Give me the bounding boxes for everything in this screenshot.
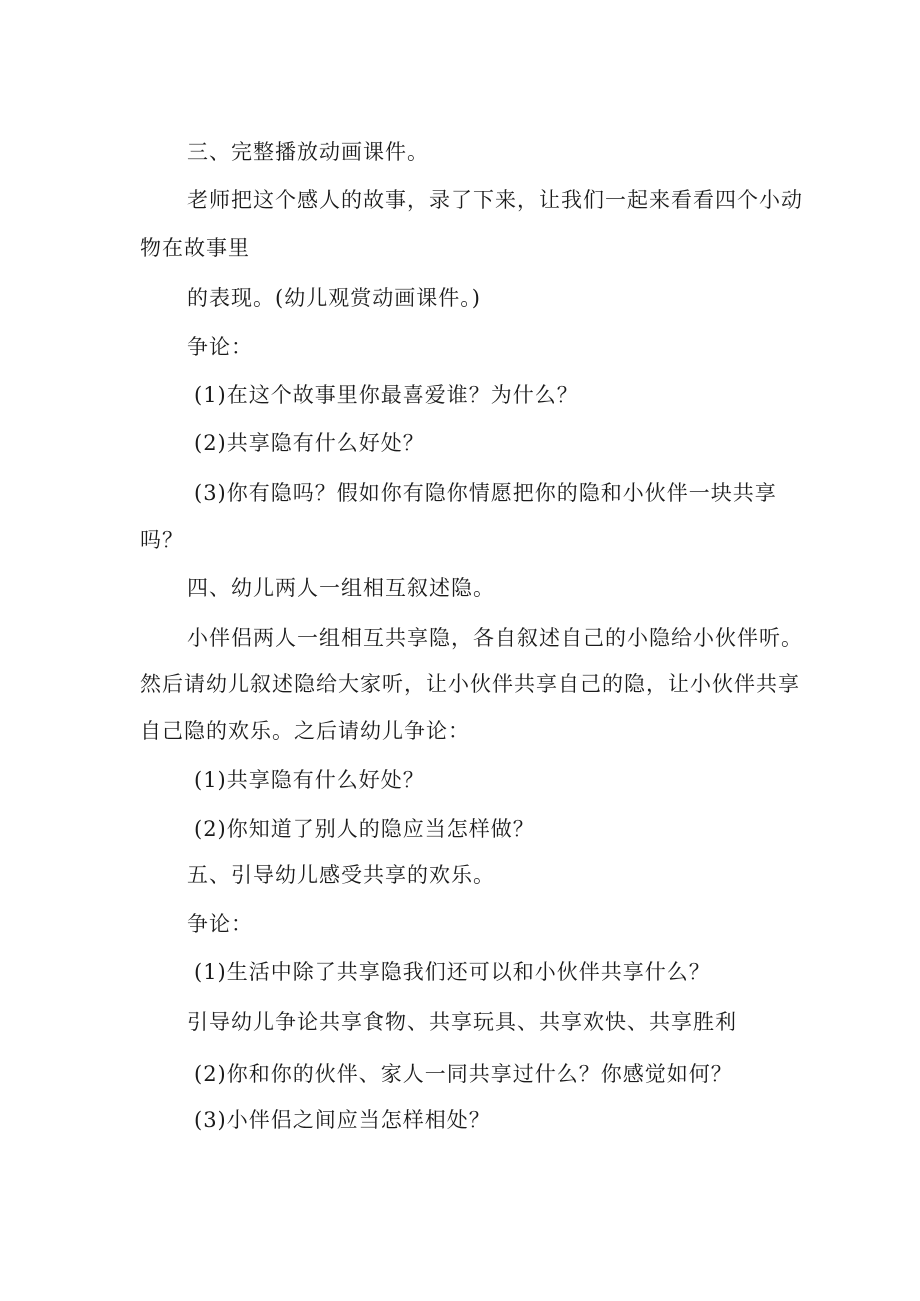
list-item: (3)小伴侣之间应当怎样相处？	[194, 1108, 491, 1132]
paragraph-line: 引导幼儿争论共享食物、共享玩具、共享欢快、共享胜利	[187, 1010, 737, 1034]
section-heading-4: 四、幼儿两人一组相互叙述隐。	[187, 576, 495, 600]
paragraph-line: 小伴侣两人一组相互共享隐，各自叙述自己的小隐给小伙伴听。	[187, 626, 803, 650]
list-item: (2)共享隐有什么好处？	[194, 431, 425, 455]
list-item: (3)你有隐吗？假如你有隐你情愿把你的隐和小伙伴一块共享	[194, 481, 777, 505]
list-item: (2)你知道了别人的隐应当怎样做？	[194, 817, 535, 841]
list-item: (1)生活中除了共享隐我们还可以和小伙伴共享什么？	[194, 960, 711, 984]
paragraph-line: 吗？	[140, 528, 184, 552]
list-item: (2)你和你的伙伴、家人一同共享过什么？你感觉如何？	[194, 1062, 733, 1086]
paragraph-line: 的表现。(幼儿观赏动画课件。)	[187, 286, 481, 310]
paragraph-line: 然后请幼儿叙述隐给大家听，让小伙伴共享自己的隐，让小伙伴共享	[140, 672, 800, 696]
discussion-label: 争论：	[187, 335, 253, 359]
paragraph-line: 物在故事里	[140, 236, 250, 260]
discussion-label: 争论：	[187, 912, 253, 936]
section-heading-5: 五、引导幼儿感受共享的欢乐。	[187, 863, 495, 887]
list-item: (1)共享隐有什么好处？	[194, 768, 425, 792]
paragraph-line: 老师把这个感人的故事，录了下来，让我们一起来看看四个小动	[187, 188, 803, 212]
paragraph-line: 自己隐的欢乐。之后请幼儿争论：	[140, 719, 470, 743]
section-heading-3: 三、完整播放动画课件。	[187, 140, 429, 164]
list-item: (1)在这个故事里你最喜爱谁？为什么？	[194, 383, 579, 407]
